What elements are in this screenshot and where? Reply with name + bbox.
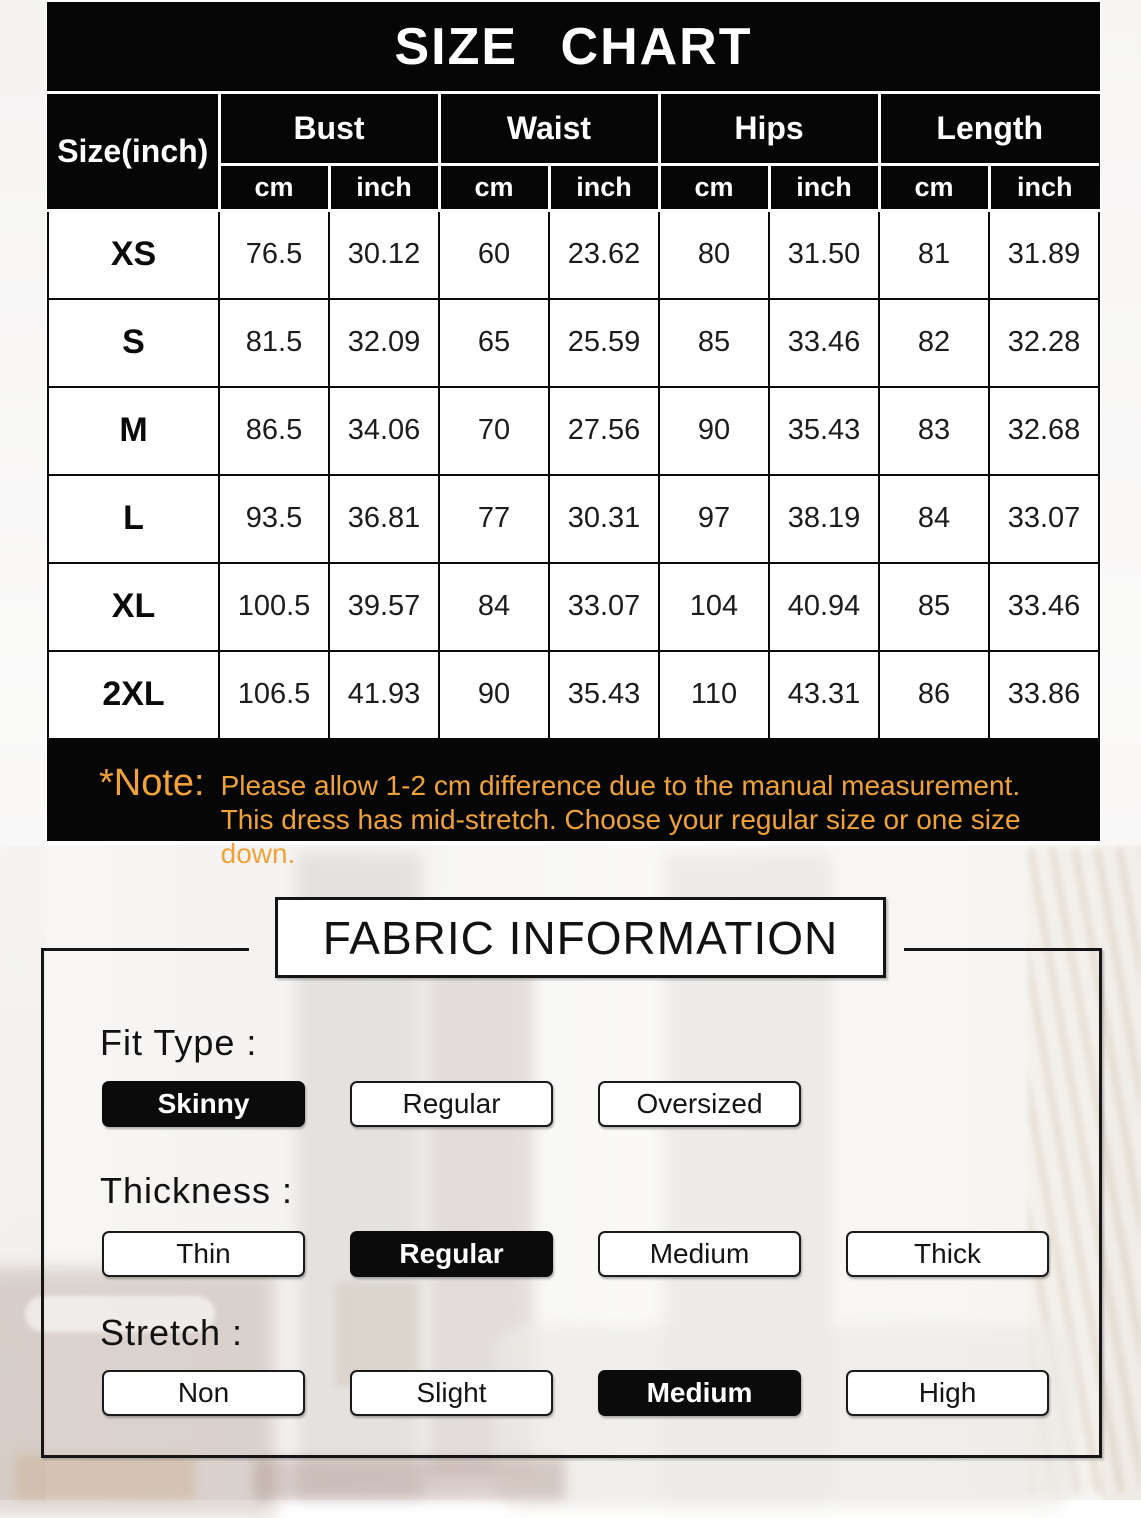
table-cell: 93.5 bbox=[219, 475, 329, 563]
table-cell: 100.5 bbox=[219, 563, 329, 651]
table-cell: 81 bbox=[879, 210, 989, 299]
table-cell: 65 bbox=[439, 299, 549, 387]
table-cell: 33.86 bbox=[989, 651, 1099, 739]
table-cell: 84 bbox=[879, 475, 989, 563]
table-cell: 33.46 bbox=[769, 299, 879, 387]
table-row bbox=[48, 563, 1099, 651]
option-oversized: Oversized bbox=[598, 1081, 801, 1127]
table-cell: 110 bbox=[659, 651, 769, 739]
size-label: S bbox=[48, 299, 219, 387]
table-cell: 33.07 bbox=[549, 563, 659, 651]
table-cell: 86.5 bbox=[219, 387, 329, 475]
table-cell: 41.93 bbox=[329, 651, 439, 739]
table-cell: 35.43 bbox=[549, 651, 659, 739]
note-prefix: *Note: bbox=[99, 761, 205, 804]
unit-header: inch bbox=[769, 164, 879, 210]
unit-header: inch bbox=[329, 164, 439, 210]
table-row bbox=[48, 475, 1099, 563]
table-cell: 40.94 bbox=[769, 563, 879, 651]
photo-shape bbox=[255, 1458, 565, 1500]
table-cell: 25.59 bbox=[549, 299, 659, 387]
table-cell: 106.5 bbox=[219, 651, 329, 739]
column-group-header: Hips bbox=[659, 94, 879, 164]
column-group-header: Waist bbox=[439, 94, 659, 164]
table-cell: 90 bbox=[659, 387, 769, 475]
size-chart-title: SIZE CHART bbox=[47, 2, 1100, 94]
table-cell: 86 bbox=[879, 651, 989, 739]
unit-header: cm bbox=[659, 164, 769, 210]
size-label: L bbox=[48, 475, 219, 563]
photo-shape bbox=[15, 1455, 195, 1500]
thickness-label: Thickness : bbox=[100, 1170, 294, 1211]
unit-header: inch bbox=[549, 164, 659, 210]
table-row bbox=[48, 387, 1099, 475]
table-cell: 85 bbox=[659, 299, 769, 387]
size-label: M bbox=[48, 387, 219, 475]
table-cell: 85 bbox=[879, 563, 989, 651]
stretch-label: Stretch : bbox=[100, 1312, 244, 1353]
table-cell: 33.46 bbox=[989, 563, 1099, 651]
option-regular: Regular bbox=[350, 1231, 553, 1277]
note-line: This dress has mid-stretch. Choose your regular size or one size down. bbox=[220, 803, 1021, 869]
option-thin: Thin bbox=[102, 1231, 305, 1277]
note-text bbox=[221, 762, 1070, 871]
size-label: XL bbox=[48, 563, 219, 651]
table-cell: 97 bbox=[659, 475, 769, 563]
table-cell: 81.5 bbox=[219, 299, 329, 387]
fit-type-options bbox=[102, 1081, 801, 1127]
unit-header: cm bbox=[439, 164, 549, 210]
option-slight: Slight bbox=[350, 1370, 553, 1416]
table-cell: 30.31 bbox=[549, 475, 659, 563]
corner-header: Size(inch) bbox=[48, 94, 219, 210]
table-cell: 77 bbox=[439, 475, 549, 563]
table-cell: 32.09 bbox=[329, 299, 439, 387]
table-head bbox=[48, 94, 1099, 210]
header-row bbox=[48, 94, 1099, 164]
option-high: High bbox=[846, 1370, 1049, 1416]
table-cell: 80 bbox=[659, 210, 769, 299]
fit-type-label: Fit Type : bbox=[100, 1022, 258, 1063]
note-line: Please allow 1-2 cm difference due to the manual measurement. bbox=[220, 769, 1021, 801]
table-cell: 32.28 bbox=[989, 299, 1099, 387]
unit-header: inch bbox=[989, 164, 1099, 210]
table-cell: 70 bbox=[439, 387, 549, 475]
size-label: XS bbox=[48, 210, 219, 299]
table-cell: 76.5 bbox=[219, 210, 329, 299]
table-row bbox=[48, 651, 1099, 739]
table-cell: 36.81 bbox=[329, 475, 439, 563]
fabric-info-title: FABRIC INFORMATION bbox=[275, 897, 886, 978]
table-cell: 30.12 bbox=[329, 210, 439, 299]
option-thick: Thick bbox=[846, 1231, 1049, 1277]
option-non: Non bbox=[102, 1370, 305, 1416]
column-group-header: Bust bbox=[219, 94, 439, 164]
table-cell: 83 bbox=[879, 387, 989, 475]
table-cell: 34.06 bbox=[329, 387, 439, 475]
size-label: 2XL bbox=[48, 651, 219, 739]
option-skinny: Skinny bbox=[102, 1081, 305, 1127]
note bbox=[47, 740, 1100, 871]
size-chart-panel bbox=[47, 2, 1100, 869]
table-cell: 43.31 bbox=[769, 651, 879, 739]
option-regular: Regular bbox=[350, 1081, 553, 1127]
table-row bbox=[48, 210, 1099, 299]
table-cell: 60 bbox=[439, 210, 549, 299]
option-medium: Medium bbox=[598, 1370, 801, 1416]
table-cell: 104 bbox=[659, 563, 769, 651]
table-cell: 31.89 bbox=[989, 210, 1099, 299]
table-cell: 82 bbox=[879, 299, 989, 387]
option-medium: Medium bbox=[598, 1231, 801, 1277]
table-cell: 23.62 bbox=[549, 210, 659, 299]
table-cell: 90 bbox=[439, 651, 549, 739]
thickness-options bbox=[102, 1231, 1049, 1277]
table-cell: 33.07 bbox=[989, 475, 1099, 563]
unit-header: cm bbox=[219, 164, 329, 210]
table-cell: 39.57 bbox=[329, 563, 439, 651]
table-body bbox=[48, 210, 1099, 739]
table-cell: 31.50 bbox=[769, 210, 879, 299]
stretch-options bbox=[102, 1370, 1049, 1416]
table-cell: 27.56 bbox=[549, 387, 659, 475]
table-cell: 35.43 bbox=[769, 387, 879, 475]
size-table bbox=[47, 94, 1100, 740]
table-cell: 38.19 bbox=[769, 475, 879, 563]
table-cell: 84 bbox=[439, 563, 549, 651]
table-row bbox=[48, 299, 1099, 387]
unit-header: cm bbox=[879, 164, 989, 210]
column-group-header: Length bbox=[879, 94, 1099, 164]
table-cell: 32.68 bbox=[989, 387, 1099, 475]
